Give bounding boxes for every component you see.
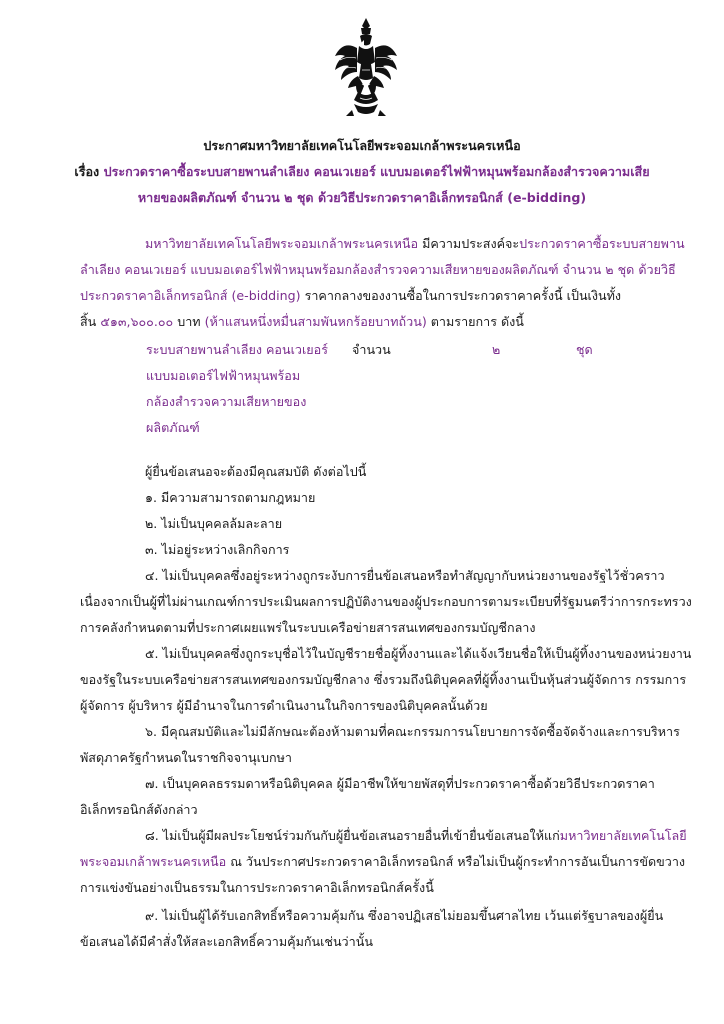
garuda-emblem-icon [328,16,404,120]
item-unit: ชุด [576,342,593,357]
qualification-item: ๒. ไม่เป็นบุคคลล้มละลาย [145,516,283,531]
announcement-subject [0,166,724,179]
qualification-item-cont: เนื่องจากเป็นผู้ที่ไม่ผ่านเกณฑ์การประเมินผลการปฏิบัติงานของผู้ประกอบการตามระเบียบที่รัฐมนตรีว่าการกระทรวง [80,594,692,609]
university-name: มหาวิทยาลัยเทคโนโลยีพระจอมเกล้าพระนครเหนือ [145,236,419,251]
item-qty: ๒ [492,342,501,357]
procurement-method: ประกวดราคาอิเล็กทรอนิกส์ (e-bidding) [80,288,301,303]
qualification-item: ๕. ไม่เป็นบุคคลซึ่งถูกระบุชื่อไว้ในบัญชีรายชื่อผู้ทิ้งงานและได้แจ้งเวียนชื่อให้เป็นผู้ทิ้งงานของหน่วยงาน [145,646,692,661]
qualification-item-cont: ของรัฐในระบบเครือข่ายสารสนเทศของกรมบัญชีกลาง ซึ่งรวมถึงนิติบุคคลที่ผู้ทิ้งงานเป็นหุ้นส่วนผู้จัดการ กรรมการ [80,672,687,687]
item-name-line: ระบบสายพานลำเลียง คอนเวเยอร์ [146,342,328,357]
item-name-line: ผลิตภัณฑ์ [146,420,200,435]
item-qty-label: จำนวน [352,342,391,357]
item-name-line: กล้องสำรวจความเสียหายของ [146,394,307,409]
qualification-item: ๙. ไม่เป็นผู้ได้รับเอกสิทธิ์หรือความคุ้มกัน ซึ่งอาจปฏิเสธไม่ยอมขึ้นศาลไทย เว้นแต่รัฐบาลของผู้ยื่น [145,908,664,923]
item-name-line: แบบมอเตอร์ไฟฟ้าหมุนพร้อม [146,368,301,383]
qualifications-heading: ผู้ยื่นข้อเสนอจะต้องมีคุณสมบัติ ดังต่อไปนี้ [145,464,367,479]
intro-line-3 [80,290,621,303]
intro-text: ราคากลางของงานซื้อในการประกวดราคาครั้งนี้ เป็นเงินทั้ง [300,288,622,303]
qualification-item: ๑. มีความสามารถตามกฎหมาย [145,490,316,505]
qualification-item: ๓. ไม่อยู่ระหว่างเลิกกิจการ [145,542,290,557]
announcement-subject-cont: หายของผลิตภัณฑ์ จำนวน ๒ ชุด ด้วยวิธีประกวดราคาอิเล็กทรอนิกส์ (e-bidding) [137,190,587,205]
intro-text: สิ้น [80,314,101,329]
university-name: มหาวิทยาลัยเทคโนโลยี [559,828,687,843]
qualification-text: ณ วันประกาศประกวดราคาอิเล็กทรอนิกส์ หรือไม่เป็นผู้กระทำการอันเป็นการขัดขวาง [226,854,686,869]
qualification-item-cont: ผู้จัดการ ผู้บริหาร ผู้มีอำนาจในการดำเนินงานในกิจการของนิติบุคคลนั้นด้วย [80,698,488,713]
qualification-item-cont [80,856,685,869]
subject-prefix: เรื่อง [74,164,104,179]
qualification-item-cont: การแข่งขันอย่างเป็นธรรมในการประกวดราคาอิเล็กทรอนิกส์ครั้งนี้ [80,880,434,895]
intro-text: บาท [173,314,205,329]
budget-amount: ๕๑๓,๖๐๐.๐๐ [100,314,174,329]
qualification-item: ๗. เป็นบุคคลธรรมดาหรือนิติบุคคล ผู้มีอาชีพให้ขายพัสดุที่ประกวดราคาซื้อด้วยวิธีประกวดราคา [145,776,655,791]
qualification-item-cont: การคลังกำหนดตามที่ประกาศเผยแพร่ในระบบเครือข่ายสารสนเทศของกรมบัญชีกลาง [80,620,536,635]
budget-in-words: (ห้าแสนหนึ่งหมื่นสามพันหกร้อยบาทถ้วน) [204,314,427,329]
procurement-subject: ประกวดราคาซื้อระบบสายพาน [519,236,685,251]
qualification-item-cont: พัสดุภาครัฐกำหนดในราชกิจจานุเบกษา [80,750,292,765]
university-name: พระจอมเกล้าพระนครเหนือ [80,854,227,869]
intro-text: ตามรายการ ดังนี้ [426,314,524,329]
qualification-item-cont: ข้อเสนอได้มีคำสั่งให้สละเอกสิทธิ์ความคุ้มกันเช่นว่านั้น [80,934,373,949]
subject-text: ประกวดราคาซื้อระบบสายพานลำเลียง คอนเวเยอร์ แบบมอเตอร์ไฟฟ้าหมุนพร้อมกล้องสำรวจความเสีย [103,164,650,179]
qualification-item: ๖. มีคุณสมบัติและไม่มีลักษณะต้องห้ามตามที่คณะกรรมการนโยบายการจัดซื้อจัดจ้างและการบริหาร [145,724,680,739]
intro-line-2: ลำเลียง คอนเวเยอร์ แบบมอเตอร์ไฟฟ้าหมุนพร้อมกล้องสำรวจความเสียหายของผลิตภัณฑ์ จำนวน ๒ ชุด ด้วยวิธี [80,262,676,277]
announcement-title: ประกาศมหาวิทยาลัยเทคโนโลยีพระจอมเกล้าพระนครเหนือ [203,138,521,153]
qualification-item-cont: อิเล็กทรอนิกส์ดังกล่าว [80,802,198,817]
intro-line-4 [80,316,524,329]
qualification-text: ๘. ไม่เป็นผู้มีผลประโยชน์ร่วมกันกับผู้ยื่นข้อเสนอรายอื่นที่เข้ายื่นข้อเสนอให้แก่ [145,828,560,843]
intro-line-1 [145,238,685,251]
qualification-item: ๔. ไม่เป็นบุคคลซึ่งอยู่ระหว่างถูกระงับการยื่นข้อเสนอหรือทำสัญญากับหน่วยงานของรัฐไว้ชั่วคราว [145,568,665,583]
qualification-item [145,830,687,843]
intro-text: มีความประสงค์จะ [418,236,520,251]
